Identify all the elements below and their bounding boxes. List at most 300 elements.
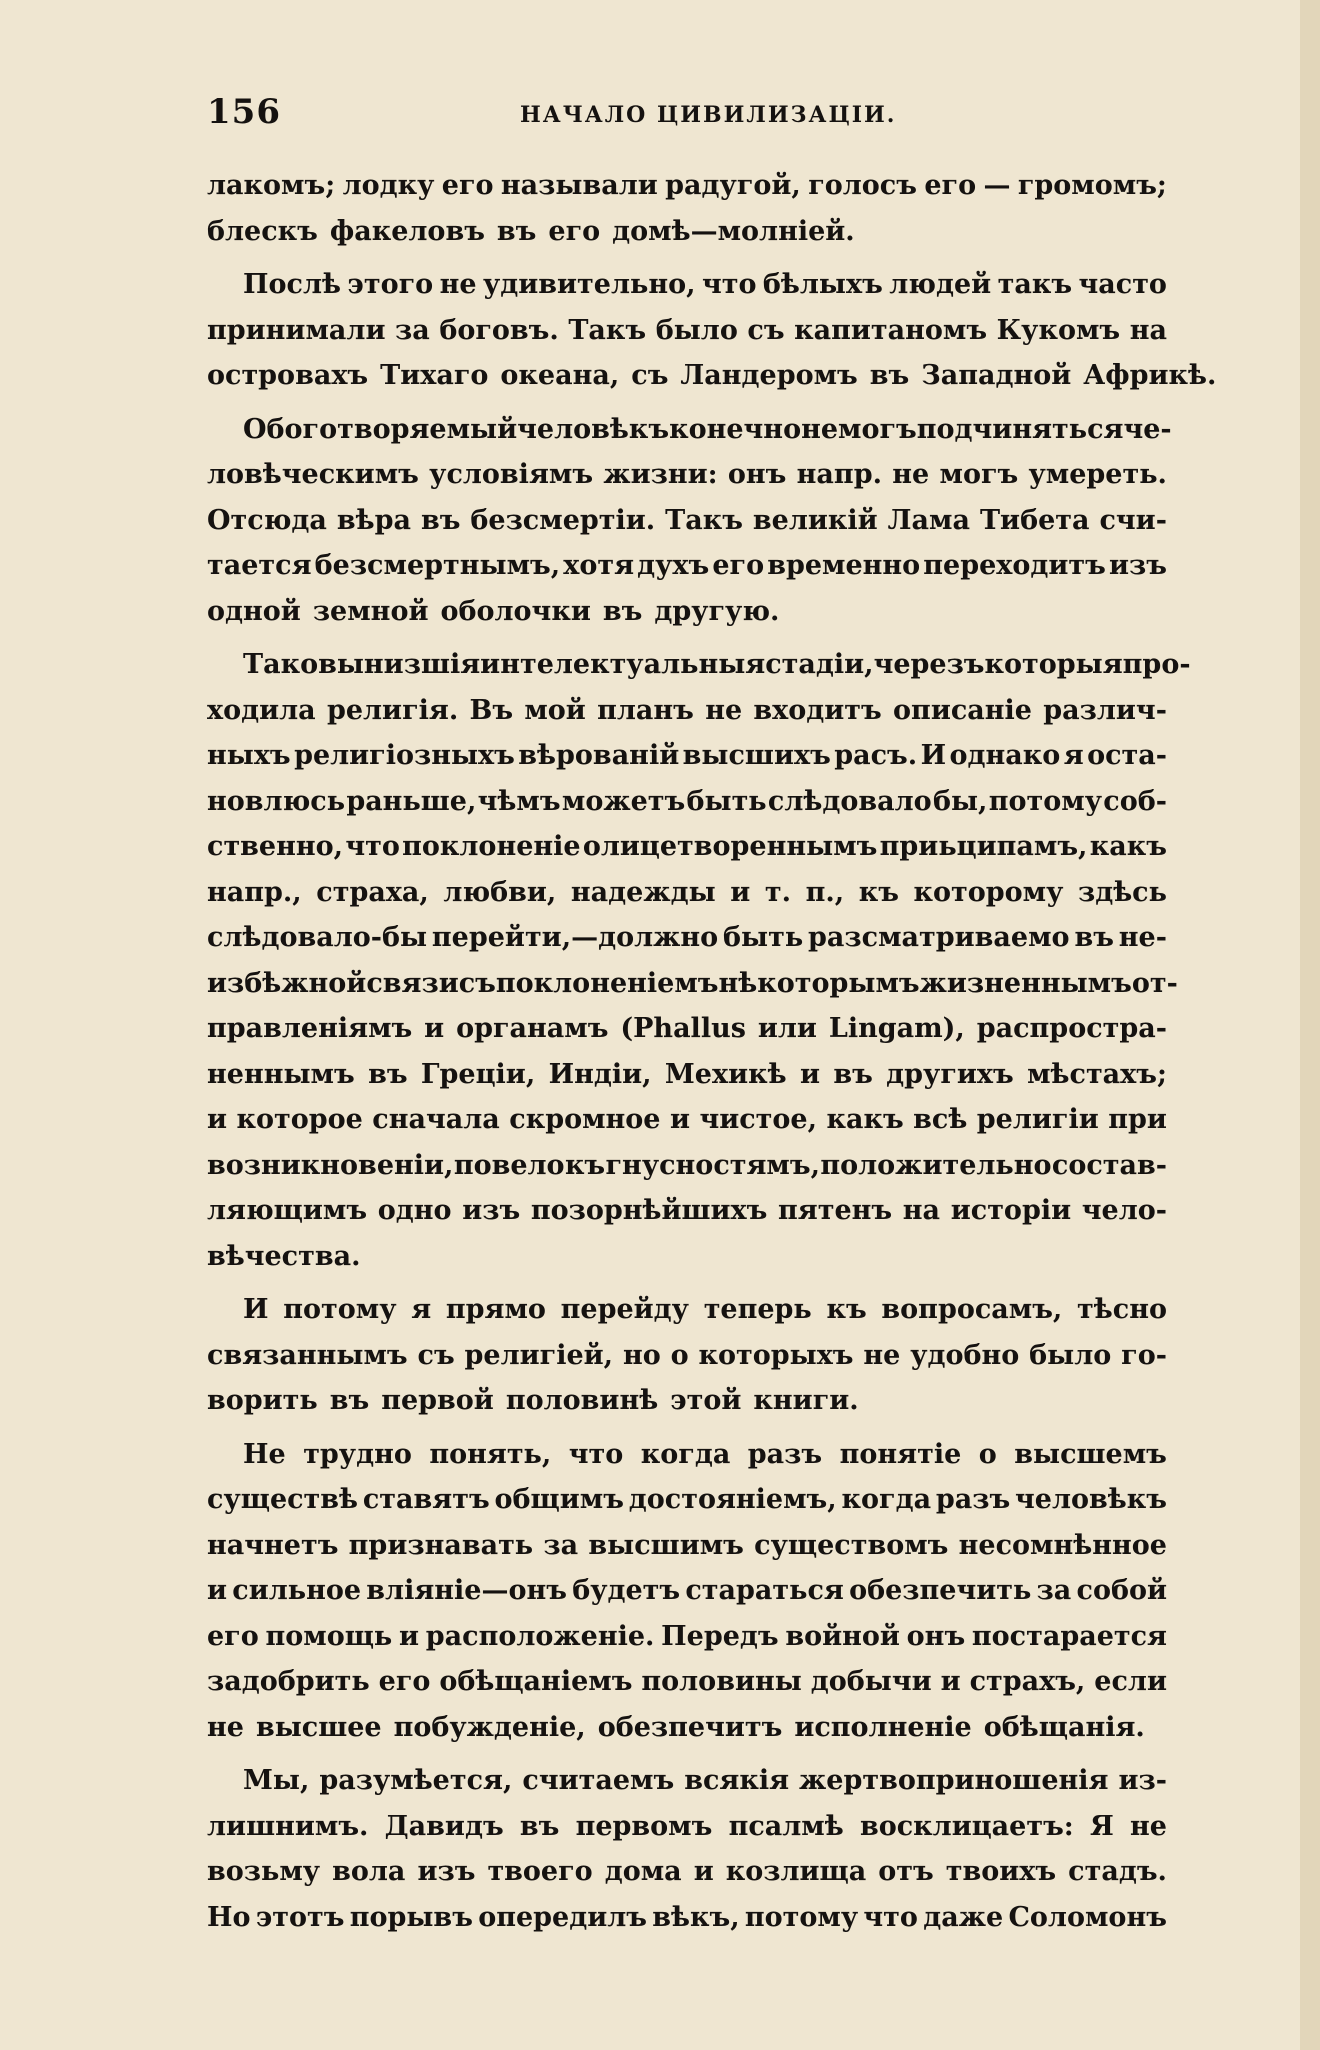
word: потому: [744, 1901, 859, 1933]
word: его: [924, 170, 977, 201]
word: обѣщаніемъ: [439, 1666, 633, 1697]
word: первой: [381, 1385, 494, 1416]
word: козлища: [725, 1856, 867, 1887]
text-line: [207, 1143, 1167, 1189]
word: положительно: [820, 1149, 1052, 1181]
word: И: [243, 1294, 269, 1325]
word: и: [730, 876, 751, 908]
text-line: [207, 642, 1191, 688]
text-line: [207, 1006, 1167, 1052]
word: ственно,: [207, 831, 344, 862]
word: ляющимъ: [207, 1195, 368, 1226]
word: условіямъ: [429, 459, 594, 490]
word: разсматриваемо: [808, 922, 1070, 953]
word: сильное: [232, 1575, 362, 1606]
word: какъ: [1089, 831, 1167, 862]
word: Западной: [921, 360, 1072, 391]
word: Мехикѣ: [664, 1058, 787, 1090]
word: и: [398, 1620, 420, 1652]
word: за: [543, 1529, 579, 1561]
word: о: [978, 1438, 997, 1470]
word: Не: [243, 1438, 286, 1470]
word: постарается: [971, 1620, 1167, 1652]
word: п.,: [805, 876, 845, 908]
word: къ: [858, 876, 899, 908]
word: половинѣ: [505, 1385, 659, 1416]
word: (Phallus: [620, 1013, 746, 1044]
word: бы,: [932, 785, 988, 817]
text-line: [207, 163, 1167, 209]
word: быть: [723, 922, 804, 953]
word: прямо: [445, 1294, 546, 1325]
word: низшія: [363, 649, 481, 680]
word: умереть.: [1028, 459, 1167, 490]
word: напр.,: [207, 876, 302, 908]
word: блескъ: [207, 215, 318, 247]
paragraph-gap: [207, 1279, 1167, 1287]
word: Ландеромъ: [680, 360, 858, 391]
word: входитъ: [753, 694, 882, 726]
word: оста-: [1087, 740, 1167, 771]
text-line: [207, 1188, 1167, 1234]
body-text: [207, 163, 1217, 1940]
word: не: [892, 459, 930, 490]
word: здѣсь: [1077, 876, 1167, 908]
word: изъ: [417, 1856, 476, 1887]
word: тается: [207, 550, 312, 581]
word: порывъ: [349, 1901, 473, 1933]
word: на: [1129, 314, 1167, 346]
word: войной: [785, 1620, 900, 1652]
word: чистое,: [699, 1104, 817, 1135]
word: твоего: [487, 1856, 593, 1887]
word: быть: [686, 785, 767, 817]
word: слѣдовало: [767, 785, 932, 817]
word: съ: [631, 360, 669, 391]
word: Въ: [469, 694, 514, 726]
word: описаніе: [893, 694, 1032, 726]
text-line: [207, 1378, 1167, 1424]
word: къ: [826, 1294, 867, 1325]
word: какъ: [826, 1104, 904, 1135]
word: счи-: [1099, 504, 1167, 536]
word: за: [1036, 1575, 1072, 1606]
word: всѣ: [913, 1104, 968, 1135]
word: боговъ.: [439, 314, 559, 346]
word: и: [799, 1058, 820, 1090]
word: побужденіе,: [393, 1711, 586, 1743]
word: безсмертіи.: [470, 504, 656, 536]
word: домѣ—молніей.: [612, 215, 855, 247]
word: любви,: [443, 876, 557, 908]
word: исторіи: [950, 1195, 1072, 1226]
running-head: [207, 92, 1167, 140]
word: отъ: [878, 1856, 934, 1887]
word: въ: [368, 1058, 408, 1090]
word: подчиняться: [916, 413, 1124, 445]
word: которому: [913, 876, 1064, 908]
word: возникновеніи,: [207, 1149, 454, 1181]
word: разъ: [935, 1484, 1011, 1515]
word: чѣмъ: [477, 785, 561, 817]
word: возьму: [207, 1856, 321, 1887]
word: конечно: [669, 413, 802, 445]
word: при: [1108, 1104, 1167, 1135]
word: связаннымъ: [207, 1339, 408, 1371]
text-line: [207, 961, 1178, 1007]
word: соб-: [1103, 785, 1167, 817]
text-line: [207, 1895, 1167, 1941]
word: его: [548, 215, 601, 247]
word: книги.: [753, 1385, 859, 1416]
word: и: [940, 1666, 961, 1697]
word: могъ: [939, 459, 1019, 490]
word: его: [712, 550, 765, 581]
word: въ: [833, 1058, 873, 1090]
word: изъ: [462, 1195, 521, 1226]
word: громомъ;: [1017, 170, 1167, 201]
word: жизненнымъ: [919, 967, 1132, 999]
word: переходитъ: [923, 550, 1106, 581]
word: въ: [496, 215, 537, 247]
word: будетъ: [572, 1575, 681, 1606]
word: вѣра: [336, 504, 411, 536]
word: высшихъ: [682, 740, 831, 771]
word: удобно: [910, 1339, 1020, 1371]
word: трудно: [303, 1438, 412, 1470]
word: человѣкъ: [517, 413, 670, 445]
word: временно: [767, 550, 921, 581]
word: оболочки: [440, 595, 591, 627]
text-line: [207, 688, 1167, 734]
word: часто: [1078, 269, 1167, 300]
word: въ: [519, 1810, 560, 1842]
word: на: [902, 1195, 941, 1226]
word: нѣкоторымъ: [718, 967, 920, 999]
word: человѣкъ: [1015, 1484, 1167, 1515]
word: ныхъ: [207, 740, 291, 771]
word: новлюсь: [207, 785, 346, 817]
text-line: [207, 1477, 1167, 1523]
word: жертвоприношенія: [799, 1765, 1109, 1796]
word: всякія: [684, 1765, 790, 1796]
word: которое: [236, 1104, 363, 1135]
text-line: [207, 1614, 1167, 1660]
word: помощь: [265, 1620, 393, 1652]
text-line: [207, 543, 1167, 589]
word: его: [207, 1620, 259, 1652]
word: от-: [1131, 967, 1178, 999]
word: когда: [640, 1438, 731, 1470]
word: И: [920, 740, 947, 771]
word: и: [693, 1856, 714, 1887]
word: го-: [1121, 1339, 1167, 1371]
word: существомъ: [754, 1529, 949, 1561]
word: съ: [747, 314, 785, 346]
word: и: [424, 1013, 445, 1044]
word: его: [441, 170, 494, 201]
word: ходила: [207, 694, 316, 726]
word: половины: [641, 1666, 802, 1697]
word: первомъ: [575, 1810, 713, 1842]
text-line: [207, 407, 1172, 453]
word: гнусностямъ,: [605, 1149, 820, 1181]
word: въ: [420, 504, 461, 536]
word: стараться: [685, 1575, 844, 1606]
text-line: [207, 1523, 1167, 1569]
text-line: [207, 1849, 1167, 1895]
word: о: [670, 1339, 689, 1371]
word: тѣсно: [1077, 1294, 1167, 1325]
word: —: [983, 170, 1011, 201]
word: понятіе: [839, 1438, 962, 1470]
word: че-: [1123, 413, 1172, 445]
word: понять,: [429, 1438, 552, 1470]
word: не-: [1118, 922, 1167, 953]
paragraph-gap: [207, 634, 1167, 642]
text-line: [207, 452, 1167, 498]
word: повело: [453, 1149, 565, 1181]
word: и: [207, 1104, 228, 1135]
word: Но: [207, 1901, 251, 1933]
word: надежды: [570, 876, 716, 908]
word: Такъ: [568, 314, 647, 346]
word: религіи: [976, 1104, 1099, 1135]
word: островахъ: [207, 360, 369, 391]
word: расъ.: [834, 740, 918, 771]
paragraph-gap: [207, 254, 1167, 262]
text-line: [207, 308, 1167, 354]
word: удивительно,: [482, 269, 696, 300]
word: въ: [329, 1385, 370, 1416]
word: капитаномъ: [794, 314, 988, 346]
word: черезъ: [873, 649, 985, 680]
word: хотя: [563, 550, 635, 581]
word: мѣстахъ;: [1027, 1058, 1167, 1090]
word: которыхъ: [698, 1339, 854, 1371]
word: бѣлыхъ: [762, 269, 883, 300]
word: из-: [1118, 1765, 1167, 1796]
word: съ: [458, 967, 496, 999]
word: принимали: [207, 314, 386, 346]
word: Тибета: [979, 504, 1090, 536]
word: обезпечитъ: [597, 1711, 783, 1743]
word: Давидъ: [384, 1810, 504, 1842]
page-edge-shadow: [1300, 0, 1320, 2050]
word: сначала: [372, 1104, 500, 1135]
word: признавать: [348, 1529, 534, 1561]
word: такъ: [997, 269, 1073, 300]
word: этой: [670, 1385, 742, 1416]
word: неннымъ: [207, 1058, 355, 1090]
word: перейти,—должно: [431, 922, 719, 953]
text-line: [207, 1804, 1167, 1850]
word: несомнѣнное: [958, 1529, 1167, 1561]
word: вѣрованій: [518, 740, 680, 771]
text-line: [207, 733, 1167, 779]
word: Африкѣ.: [1083, 360, 1217, 391]
word: мой: [524, 694, 586, 726]
word: обѣщанія.: [983, 1711, 1145, 1743]
text-line: [207, 353, 1217, 399]
word: къ: [564, 1149, 606, 1181]
word: людей: [889, 269, 992, 300]
text-line: [207, 1432, 1167, 1478]
word: раньше,: [346, 785, 477, 817]
word: въ: [869, 360, 910, 391]
word: называли: [500, 170, 658, 201]
word: которыя: [984, 649, 1123, 680]
word: опередилъ: [478, 1901, 647, 1933]
text-line: [207, 1097, 1167, 1143]
word: можетъ: [561, 785, 686, 817]
word: лишнимъ.: [207, 1810, 369, 1842]
word: расположеніе.: [425, 1620, 655, 1652]
word: пятенъ: [778, 1195, 893, 1226]
word: было: [1029, 1339, 1112, 1371]
word: одно: [377, 1195, 452, 1226]
word: вѣкъ,: [652, 1901, 740, 1933]
word: псалмѣ: [728, 1810, 844, 1842]
word: про-: [1122, 649, 1191, 680]
word: считаемъ: [522, 1765, 675, 1796]
word: океана,: [500, 360, 620, 391]
word: скромное: [509, 1104, 661, 1135]
word: что: [701, 269, 757, 300]
word: радугой,: [665, 170, 801, 201]
word: напр.: [796, 459, 882, 490]
word: высшимъ: [588, 1529, 744, 1561]
word: его: [378, 1666, 431, 1697]
word: интелектуальныя: [480, 649, 766, 680]
word: Тихаго: [380, 360, 489, 391]
word: существѣ: [207, 1484, 359, 1515]
word: одной: [207, 595, 301, 627]
word: и: [669, 1104, 690, 1135]
word: поклоненіе: [402, 831, 581, 862]
word: разумѣется,: [319, 1765, 513, 1796]
text-line: [207, 1705, 1167, 1751]
paragraph-gap: [207, 1424, 1167, 1432]
word: однако: [949, 740, 1061, 771]
word: твоихъ: [945, 1856, 1057, 1887]
word: страхъ,: [969, 1666, 1086, 1697]
text-line: [207, 262, 1167, 308]
word: въ: [602, 595, 643, 627]
word: Соломонъ: [1008, 1901, 1167, 1933]
text-line: [207, 824, 1167, 870]
text-line: [207, 1287, 1167, 1333]
word: религіей,: [464, 1339, 614, 1371]
word: безсмертнымъ,: [314, 550, 561, 581]
word: олицетвореннымъ: [582, 831, 878, 862]
word: Таковы: [243, 649, 364, 680]
word: ставятъ: [362, 1484, 490, 1515]
text-line: [207, 870, 1167, 916]
word: онъ: [727, 459, 787, 490]
word: планъ: [597, 694, 694, 726]
word: общимъ: [494, 1484, 624, 1515]
text-line: [207, 779, 1167, 825]
word: что: [345, 831, 400, 862]
text-line: [207, 1234, 1167, 1280]
word: вліяніе—онъ: [366, 1575, 567, 1606]
word: Передъ: [661, 1620, 779, 1652]
word: великій: [752, 504, 878, 536]
word: Обоготворяемый: [243, 413, 518, 445]
word: избѣжной: [207, 967, 367, 999]
word: Кукомъ: [996, 314, 1121, 346]
word: не: [801, 413, 839, 445]
paragraph-gap: [207, 1750, 1167, 1758]
word: позорнѣйшихъ: [530, 1195, 768, 1226]
word: не: [705, 694, 743, 726]
running-title: НАЧАЛО ЦИВИЛИЗАЦІИ.: [520, 102, 897, 128]
word: высшемъ: [1014, 1438, 1167, 1470]
word: и: [207, 1575, 228, 1606]
word: жизни:: [603, 459, 718, 490]
word: потому: [988, 785, 1102, 817]
word: приьципамъ,: [879, 831, 1088, 862]
word: другую.: [654, 595, 780, 627]
text-line: [207, 589, 1167, 635]
paragraph-gap: [207, 399, 1167, 407]
word: вола: [332, 1856, 406, 1887]
word: не: [1130, 1810, 1167, 1842]
word: факеловъ: [329, 215, 485, 247]
word: распростра-: [976, 1013, 1167, 1044]
word: восклицаетъ:: [859, 1810, 1074, 1842]
word: начнетъ: [207, 1529, 339, 1561]
word: разъ: [747, 1438, 823, 1470]
word: Lingam),: [828, 1013, 965, 1044]
word: религія.: [326, 694, 459, 726]
word: онъ: [906, 1620, 966, 1652]
word: слѣдовало-бы: [207, 922, 428, 953]
word: вѣчества.: [207, 1240, 361, 1272]
word: Я: [1089, 1810, 1114, 1842]
word: было: [655, 314, 738, 346]
word: что: [863, 1901, 918, 1933]
text-line: [207, 209, 1167, 255]
text-line: [207, 1568, 1167, 1614]
word: органамъ: [456, 1013, 609, 1044]
word: Отсюда: [207, 504, 327, 536]
word: правленіямъ: [207, 1013, 413, 1044]
word: Послѣ: [243, 269, 341, 300]
word: Такъ: [665, 504, 743, 536]
page-number: 156: [207, 92, 281, 132]
word: въ: [1074, 922, 1114, 953]
word: исполненіе: [794, 1711, 972, 1743]
word: добычи: [810, 1666, 932, 1697]
text-line: [207, 498, 1167, 544]
text-line: [207, 1659, 1167, 1705]
word: поклоненіемъ: [495, 967, 719, 999]
text-line: [207, 1052, 1167, 1098]
word: земной: [312, 595, 429, 627]
text-line: [207, 915, 1167, 961]
word: когда: [841, 1484, 932, 1515]
word: Индіи,: [548, 1058, 652, 1090]
word: достояніемъ,: [628, 1484, 837, 1515]
word: другихъ: [886, 1058, 1014, 1090]
word: духъ: [637, 550, 710, 581]
word: дома: [604, 1856, 682, 1887]
word: потому: [283, 1294, 397, 1325]
word: или: [757, 1013, 817, 1044]
word: я: [1063, 740, 1084, 771]
